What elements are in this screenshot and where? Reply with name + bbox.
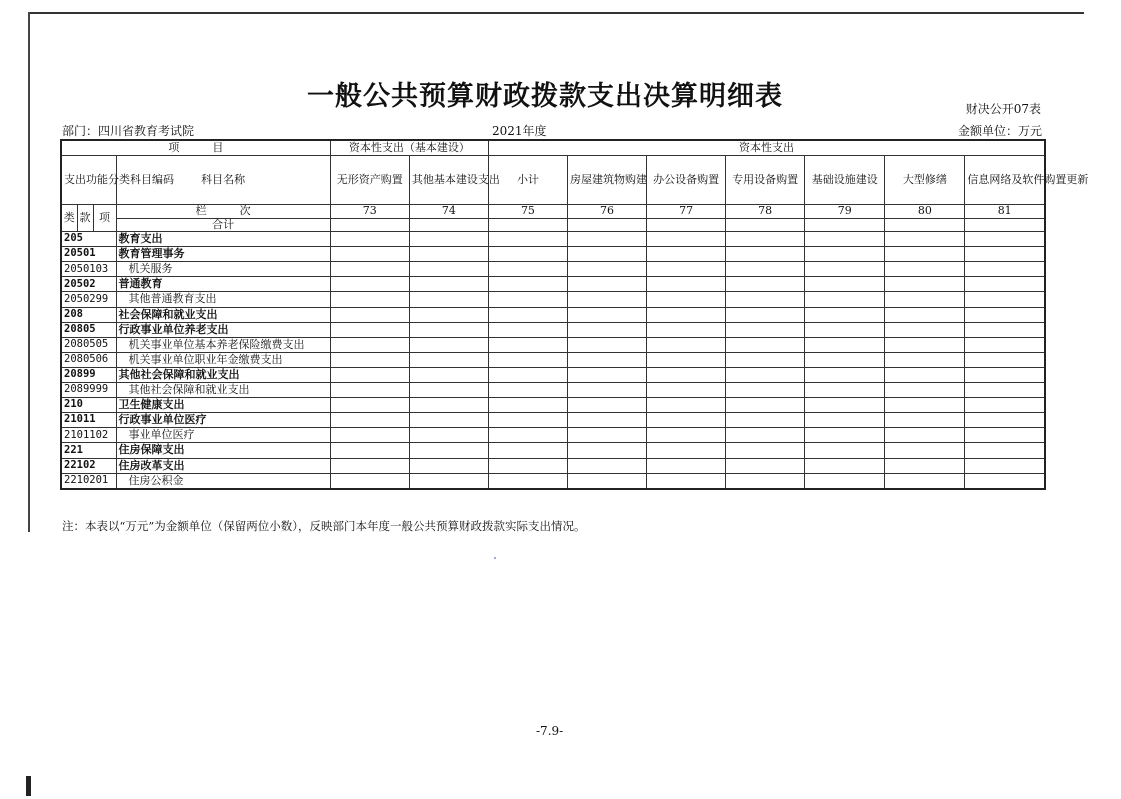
row-value-cell bbox=[567, 292, 646, 307]
row-value-cell bbox=[726, 473, 805, 489]
row-subject-name: 住房公积金 bbox=[116, 473, 330, 489]
row-code: 2089999 bbox=[61, 383, 116, 398]
row-value-cell bbox=[330, 292, 409, 307]
row-subject-name: 住房改革支出 bbox=[116, 458, 330, 473]
total-cell bbox=[567, 219, 646, 232]
scan-edge-mark bbox=[26, 776, 31, 796]
header-capital-basic: 资本性支出（基本建设） bbox=[330, 140, 488, 156]
header-subject-name: 科目名称 bbox=[116, 156, 330, 205]
row-value-cell bbox=[885, 247, 965, 262]
row-value-cell bbox=[647, 352, 726, 367]
table-row bbox=[61, 262, 1045, 277]
row-subject-name: 住房保障支出 bbox=[116, 443, 330, 458]
total-cell bbox=[885, 219, 965, 232]
total-cell bbox=[409, 219, 488, 232]
row-value-cell bbox=[805, 413, 885, 428]
row-value-cell bbox=[409, 307, 488, 322]
table-row bbox=[61, 398, 1045, 413]
row-value-cell bbox=[647, 277, 726, 292]
table-row bbox=[61, 383, 1045, 398]
row-value-cell bbox=[726, 352, 805, 367]
col-number: 79 bbox=[805, 205, 885, 219]
row-code: 221 bbox=[61, 443, 116, 458]
row-subject-name: 机关服务 bbox=[116, 262, 330, 277]
header-col-office-equipment: 办公设备购置 bbox=[647, 156, 726, 205]
row-subject-name: 事业单位医疗 bbox=[116, 428, 330, 443]
row-value-cell bbox=[965, 413, 1045, 428]
row-value-cell bbox=[488, 352, 567, 367]
row-code: 20501 bbox=[61, 247, 116, 262]
row-value-cell bbox=[885, 443, 965, 458]
row-value-cell bbox=[726, 398, 805, 413]
header-func-code: 支出功能分类科目编码 bbox=[61, 156, 116, 205]
table-row bbox=[61, 277, 1045, 292]
row-value-cell bbox=[726, 428, 805, 443]
row-value-cell bbox=[805, 232, 885, 247]
col-number: 80 bbox=[885, 205, 965, 219]
header-project: 项 目 bbox=[61, 140, 330, 156]
row-code: 20502 bbox=[61, 277, 116, 292]
row-subject-name: 行政事业单位养老支出 bbox=[116, 322, 330, 337]
row-value-cell bbox=[567, 367, 646, 382]
header-col-intangible: 无形资产购置 bbox=[330, 156, 409, 205]
row-value-cell bbox=[805, 247, 885, 262]
row-value-cell bbox=[330, 473, 409, 489]
row-value-cell bbox=[488, 277, 567, 292]
row-value-cell bbox=[805, 352, 885, 367]
unit-label: 金额单位：万元 bbox=[957, 124, 1042, 138]
row-value-cell bbox=[409, 322, 488, 337]
row-value-cell bbox=[330, 383, 409, 398]
total-cell bbox=[726, 219, 805, 232]
row-value-cell bbox=[330, 322, 409, 337]
row-value-cell bbox=[330, 232, 409, 247]
row-value-cell bbox=[330, 262, 409, 277]
header-col-other-basic: 其他基本建设支出 bbox=[409, 156, 488, 205]
row-value-cell bbox=[488, 367, 567, 382]
row-value-cell bbox=[488, 428, 567, 443]
col-number: 78 bbox=[726, 205, 805, 219]
row-value-cell bbox=[885, 262, 965, 277]
row-value-cell bbox=[726, 383, 805, 398]
header-row-total bbox=[61, 219, 1045, 232]
row-subject-name: 教育支出 bbox=[116, 232, 330, 247]
row-value-cell bbox=[885, 292, 965, 307]
row-value-cell bbox=[726, 277, 805, 292]
row-subject-name: 机关事业单位基本养老保险缴费支出 bbox=[116, 337, 330, 352]
row-value-cell bbox=[488, 473, 567, 489]
page-number: -7.9- bbox=[536, 724, 564, 738]
row-value-cell bbox=[330, 337, 409, 352]
row-value-cell bbox=[965, 383, 1045, 398]
row-value-cell bbox=[726, 458, 805, 473]
row-value-cell bbox=[488, 337, 567, 352]
row-value-cell bbox=[885, 458, 965, 473]
form-code: 财决公开07表 bbox=[965, 102, 1041, 116]
row-code: 2210201 bbox=[61, 473, 116, 489]
row-value-cell bbox=[885, 232, 965, 247]
row-code: 208 bbox=[61, 307, 116, 322]
row-value-cell bbox=[965, 473, 1045, 489]
row-value-cell bbox=[567, 458, 646, 473]
row-value-cell bbox=[330, 307, 409, 322]
row-value-cell bbox=[647, 413, 726, 428]
col-number: 74 bbox=[409, 205, 488, 219]
header-lei: 类 bbox=[61, 205, 77, 232]
row-value-cell bbox=[726, 337, 805, 352]
row-value-cell bbox=[805, 473, 885, 489]
row-value-cell bbox=[965, 277, 1045, 292]
row-subject-name: 行政事业单位医疗 bbox=[116, 413, 330, 428]
row-value-cell bbox=[885, 322, 965, 337]
row-value-cell bbox=[409, 413, 488, 428]
row-value-cell bbox=[647, 428, 726, 443]
row-value-cell bbox=[965, 337, 1045, 352]
table-body bbox=[61, 232, 1045, 489]
row-value-cell bbox=[965, 428, 1045, 443]
row-value-cell bbox=[805, 262, 885, 277]
row-value-cell bbox=[965, 443, 1045, 458]
row-value-cell bbox=[965, 352, 1045, 367]
row-value-cell bbox=[647, 307, 726, 322]
row-value-cell bbox=[330, 367, 409, 382]
row-value-cell bbox=[647, 322, 726, 337]
header-col-major-repair: 大型修缮 bbox=[885, 156, 965, 205]
row-value-cell bbox=[409, 277, 488, 292]
row-value-cell bbox=[885, 307, 965, 322]
row-value-cell bbox=[409, 337, 488, 352]
row-value-cell bbox=[647, 398, 726, 413]
row-value-cell bbox=[567, 352, 646, 367]
row-value-cell bbox=[330, 443, 409, 458]
table-row bbox=[61, 413, 1045, 428]
row-value-cell bbox=[488, 262, 567, 277]
row-value-cell bbox=[805, 292, 885, 307]
row-value-cell bbox=[488, 413, 567, 428]
row-code: 2050299 bbox=[61, 292, 116, 307]
row-value-cell bbox=[965, 367, 1045, 382]
row-value-cell bbox=[965, 247, 1045, 262]
row-code: 2101102 bbox=[61, 428, 116, 443]
total-cell bbox=[805, 219, 885, 232]
footnote: 注：本表以“万元”为金额单位（保留两位小数），反映部门本年度一般公共预算财政拨款实际支出情况。 bbox=[62, 519, 586, 533]
row-code: 22102 bbox=[61, 458, 116, 473]
row-value-cell bbox=[726, 292, 805, 307]
row-value-cell bbox=[567, 307, 646, 322]
col-number: 81 bbox=[965, 205, 1045, 219]
row-value-cell bbox=[330, 277, 409, 292]
row-value-cell bbox=[965, 322, 1045, 337]
row-value-cell bbox=[330, 458, 409, 473]
row-value-cell bbox=[726, 307, 805, 322]
row-code: 2050103 bbox=[61, 262, 116, 277]
row-subject-name: 其他普通教育支出 bbox=[116, 292, 330, 307]
header-col-subtotal: 小计 bbox=[488, 156, 567, 205]
row-value-cell bbox=[567, 322, 646, 337]
row-value-cell bbox=[965, 458, 1045, 473]
header-col-special-equipment: 专用设备购置 bbox=[726, 156, 805, 205]
row-value-cell bbox=[726, 413, 805, 428]
row-value-cell bbox=[330, 247, 409, 262]
col-number: 75 bbox=[488, 205, 567, 219]
header-row-mid bbox=[61, 156, 1045, 205]
table-row bbox=[61, 232, 1045, 247]
row-value-cell bbox=[965, 292, 1045, 307]
table-row bbox=[61, 307, 1045, 322]
row-value-cell bbox=[488, 443, 567, 458]
row-value-cell bbox=[488, 383, 567, 398]
row-subject-name: 其他社会保障和就业支出 bbox=[116, 383, 330, 398]
row-value-cell bbox=[330, 428, 409, 443]
row-value-cell bbox=[330, 398, 409, 413]
table-row bbox=[61, 367, 1045, 382]
row-value-cell bbox=[488, 307, 567, 322]
row-value-cell bbox=[488, 398, 567, 413]
row-value-cell bbox=[726, 247, 805, 262]
row-value-cell bbox=[488, 292, 567, 307]
table-row bbox=[61, 443, 1045, 458]
row-value-cell bbox=[567, 413, 646, 428]
table-row bbox=[61, 473, 1045, 489]
row-value-cell bbox=[647, 383, 726, 398]
row-value-cell bbox=[488, 232, 567, 247]
row-value-cell bbox=[885, 352, 965, 367]
header-lanci: 栏 次 bbox=[116, 205, 330, 219]
row-value-cell bbox=[726, 262, 805, 277]
row-value-cell bbox=[647, 262, 726, 277]
row-value-cell bbox=[805, 322, 885, 337]
row-code: 205 bbox=[61, 232, 116, 247]
row-value-cell bbox=[647, 367, 726, 382]
row-code: 210 bbox=[61, 398, 116, 413]
row-value-cell bbox=[647, 232, 726, 247]
row-value-cell bbox=[726, 322, 805, 337]
row-value-cell bbox=[805, 367, 885, 382]
row-value-cell bbox=[726, 367, 805, 382]
row-value-cell bbox=[726, 232, 805, 247]
row-value-cell bbox=[409, 428, 488, 443]
row-value-cell bbox=[647, 443, 726, 458]
row-subject-name: 教育管理事务 bbox=[116, 247, 330, 262]
row-subject-name: 普通教育 bbox=[116, 277, 330, 292]
row-value-cell bbox=[488, 458, 567, 473]
row-value-cell bbox=[488, 322, 567, 337]
header-col-building: 房屋建筑物购建 bbox=[567, 156, 646, 205]
row-value-cell bbox=[567, 398, 646, 413]
row-subject-name: 社会保障和就业支出 bbox=[116, 307, 330, 322]
row-value-cell bbox=[805, 277, 885, 292]
total-cell bbox=[965, 219, 1045, 232]
row-code: 21011 bbox=[61, 413, 116, 428]
row-value-cell bbox=[330, 413, 409, 428]
row-value-cell bbox=[805, 307, 885, 322]
header-col-it-software: 信息网络及软件购置更新 bbox=[965, 156, 1045, 205]
row-value-cell bbox=[885, 383, 965, 398]
row-subject-name: 卫生健康支出 bbox=[116, 398, 330, 413]
row-value-cell bbox=[409, 398, 488, 413]
row-value-cell bbox=[409, 352, 488, 367]
row-value-cell bbox=[965, 232, 1045, 247]
total-cell bbox=[488, 219, 567, 232]
row-value-cell bbox=[965, 307, 1045, 322]
row-value-cell bbox=[647, 247, 726, 262]
row-value-cell bbox=[885, 413, 965, 428]
row-value-cell bbox=[805, 428, 885, 443]
table-row bbox=[61, 458, 1045, 473]
scan-speck bbox=[494, 557, 496, 559]
row-value-cell bbox=[409, 247, 488, 262]
row-value-cell bbox=[409, 232, 488, 247]
row-value-cell bbox=[567, 443, 646, 458]
row-value-cell bbox=[885, 473, 965, 489]
row-code: 2080505 bbox=[61, 337, 116, 352]
table-row bbox=[61, 428, 1045, 443]
row-value-cell bbox=[567, 247, 646, 262]
total-label: 合计 bbox=[116, 219, 330, 232]
row-subject-name: 其他社会保障和就业支出 bbox=[116, 367, 330, 382]
row-value-cell bbox=[567, 428, 646, 443]
row-value-cell bbox=[409, 458, 488, 473]
header-col-infrastructure: 基础设施建设 bbox=[805, 156, 885, 205]
row-value-cell bbox=[805, 383, 885, 398]
page-title: 一般公共预算财政拨款支出决算明细表 bbox=[307, 81, 783, 112]
year-label: 2021年度 bbox=[492, 124, 547, 138]
header-kuan: 款 bbox=[77, 205, 93, 232]
table-row bbox=[61, 292, 1045, 307]
row-value-cell bbox=[647, 473, 726, 489]
row-value-cell bbox=[647, 292, 726, 307]
row-code: 20805 bbox=[61, 322, 116, 337]
col-number: 77 bbox=[647, 205, 726, 219]
header-row-top bbox=[61, 140, 1045, 156]
row-value-cell bbox=[567, 337, 646, 352]
row-value-cell bbox=[805, 337, 885, 352]
table-row bbox=[61, 352, 1045, 367]
row-value-cell bbox=[805, 458, 885, 473]
table-row bbox=[61, 322, 1045, 337]
row-value-cell bbox=[726, 443, 805, 458]
row-value-cell bbox=[885, 428, 965, 443]
department-label: 部门：四川省教育考试院 bbox=[62, 124, 195, 138]
row-value-cell bbox=[409, 292, 488, 307]
table-row bbox=[61, 337, 1045, 352]
col-number: 76 bbox=[567, 205, 646, 219]
row-value-cell bbox=[567, 383, 646, 398]
row-value-cell bbox=[409, 383, 488, 398]
row-value-cell bbox=[965, 262, 1045, 277]
scan-top-edge bbox=[28, 12, 1084, 14]
row-value-cell bbox=[647, 458, 726, 473]
row-code: 2080506 bbox=[61, 352, 116, 367]
row-value-cell bbox=[409, 367, 488, 382]
col-number: 73 bbox=[330, 205, 409, 219]
row-value-cell bbox=[567, 262, 646, 277]
row-value-cell bbox=[567, 232, 646, 247]
header-capital: 资本性支出 bbox=[488, 140, 1045, 156]
row-value-cell bbox=[885, 367, 965, 382]
row-subject-name: 机关事业单位职业年金缴费支出 bbox=[116, 352, 330, 367]
header-row-numbers bbox=[61, 205, 1045, 219]
row-value-cell bbox=[409, 473, 488, 489]
row-value-cell bbox=[567, 277, 646, 292]
row-value-cell bbox=[567, 473, 646, 489]
row-value-cell bbox=[885, 277, 965, 292]
row-value-cell bbox=[885, 398, 965, 413]
row-value-cell bbox=[409, 443, 488, 458]
row-value-cell bbox=[488, 247, 567, 262]
row-value-cell bbox=[647, 337, 726, 352]
expenditure-detail-table bbox=[60, 139, 1089, 490]
row-code: 20899 bbox=[61, 367, 116, 382]
header-xiang: 项 bbox=[93, 205, 116, 232]
row-value-cell bbox=[805, 398, 885, 413]
total-cell bbox=[330, 219, 409, 232]
row-value-cell bbox=[409, 262, 488, 277]
table-row bbox=[61, 247, 1045, 262]
row-value-cell bbox=[885, 337, 965, 352]
row-value-cell bbox=[965, 398, 1045, 413]
total-cell bbox=[647, 219, 726, 232]
row-value-cell bbox=[330, 352, 409, 367]
row-value-cell bbox=[805, 443, 885, 458]
